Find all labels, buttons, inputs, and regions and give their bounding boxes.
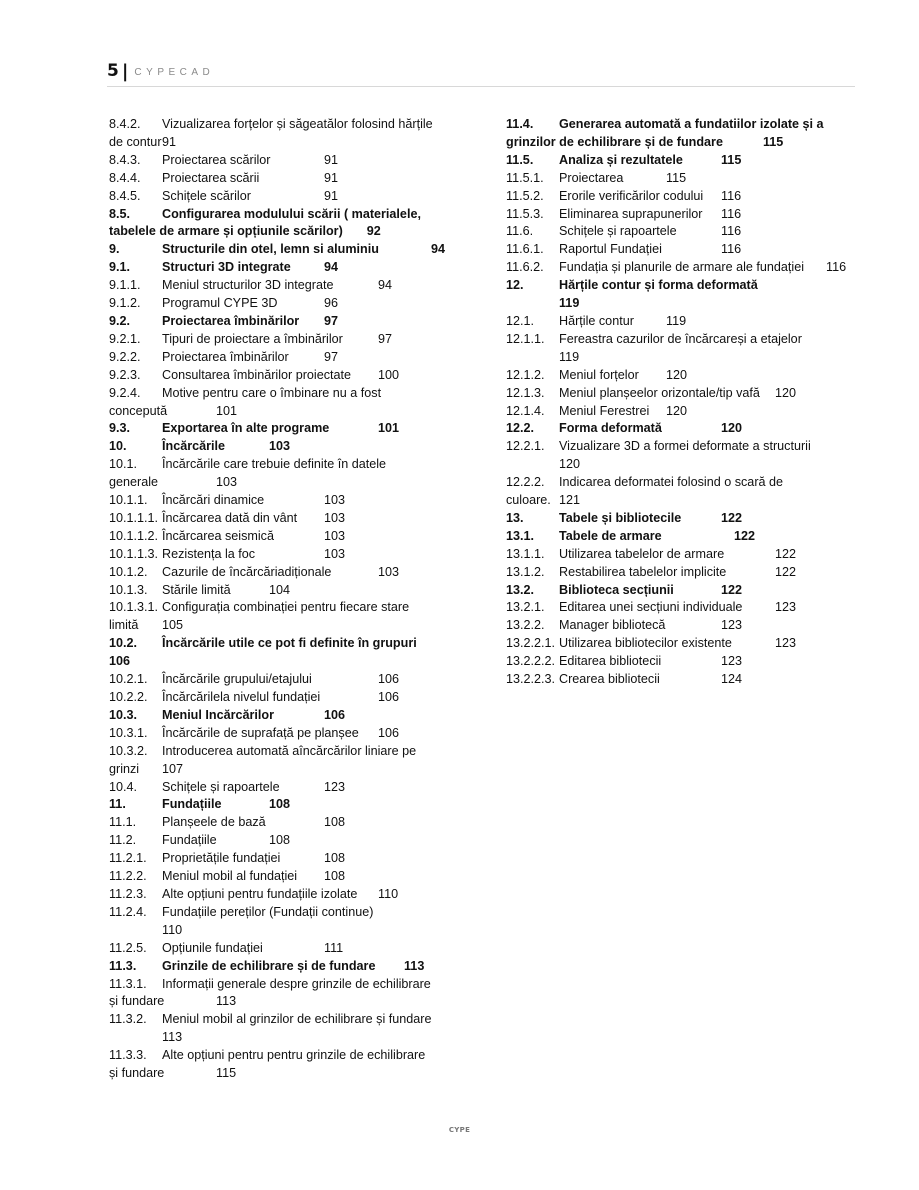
toc-entry-page: 110 — [378, 886, 399, 901]
toc-entry-page: 108 — [324, 815, 346, 830]
toc-entry-title: Rezistența la foc — [162, 546, 256, 561]
toc-entry-number: 12.2.1. — [506, 439, 545, 454]
toc-entry-page: 116 — [826, 260, 847, 275]
page-footer: CYPE — [448, 1126, 471, 1134]
toc-entry-number: 9. — [109, 242, 120, 257]
toc-entry-number: 11.3. — [109, 958, 137, 973]
toc-entry[interactable] — [109, 188, 469, 206]
toc-entry-page: 121 — [559, 493, 581, 508]
toc-entry[interactable] — [109, 456, 469, 492]
toc-entry-title: Consultarea îmbinărilor proiectate — [162, 367, 351, 382]
toc-entry-number: 11.5. — [506, 152, 534, 167]
toc-entry-number: 13.1. — [506, 528, 535, 543]
toc-entry[interactable] — [109, 976, 469, 1012]
toc-entry-title: Încărcările — [162, 439, 226, 454]
toc-entry-page: 107 — [162, 761, 184, 776]
toc-entry[interactable] — [109, 546, 469, 564]
toc-entry-page: 124 — [721, 672, 743, 687]
toc-entry-title: Încărcarea dată din vânt — [162, 510, 298, 525]
toc-entry-number: 9.2.3. — [109, 367, 141, 382]
toc-entry-title: Structuri 3D integrate — [162, 260, 291, 275]
toc-entry-page: 91 — [324, 188, 339, 203]
toc-entry[interactable] — [506, 671, 861, 689]
toc-entry-title: Crearea bibliotecii — [559, 672, 660, 687]
toc-entry[interactable] — [506, 206, 861, 224]
toc-entry-number: 11.6. — [506, 224, 534, 239]
toc-entry-page: 120 — [775, 385, 797, 400]
page-header — [107, 60, 214, 82]
toc-entry-number: 12.1.3. — [506, 385, 545, 400]
toc-entry-continuation: culoare. — [506, 493, 551, 508]
toc-entry-title: Biblioteca secțiunii — [559, 582, 674, 597]
toc-entry[interactable] — [109, 671, 469, 689]
toc-entry-title: Eliminarea suprapunerilor — [559, 206, 703, 221]
toc-entry-title: Introducerea automată aîncărcărilor liniare pe — [162, 743, 417, 758]
toc-entry-number: 13.2.2. — [506, 618, 545, 633]
toc-entry-number: 10.1.1. — [109, 493, 148, 508]
toc-entry-title: Configurarea modulului scării ( materialele, — [162, 206, 421, 221]
toc-entry-page: 97 — [324, 349, 339, 364]
toc-entry-number: 11.4. — [506, 117, 534, 131]
toc-entry-number: 12.1.2. — [506, 367, 545, 382]
toc-entry[interactable] — [109, 206, 469, 242]
toc-entry[interactable] — [109, 438, 469, 456]
toc-entry-number: 11.2.2. — [109, 869, 147, 884]
toc-entry[interactable] — [109, 367, 469, 385]
toc-entry-title: Proiectarea scării — [162, 170, 260, 185]
toc-entry-title: Hărțile contur și forma deformată — [559, 278, 758, 293]
toc-entry[interactable] — [109, 868, 469, 886]
toc-entry-title: Meniul forțelor — [559, 367, 639, 382]
toc-entry-number: 13.2.2.1. — [506, 636, 556, 651]
toc-entry[interactable] — [506, 331, 861, 367]
toc-entry-number: 8.5. — [109, 206, 131, 221]
toc-entry[interactable] — [109, 116, 469, 152]
toc-entry-number: 10.1.3.1. — [109, 600, 159, 615]
toc-entry-title: Meniul Ferestrei — [559, 403, 650, 418]
toc-entry-title: Încărcarea seismică — [162, 528, 274, 543]
toc-entry[interactable] — [506, 653, 861, 671]
toc-entry-page: 122 — [721, 582, 743, 597]
toc-entry-title: Fundațiile pereților (Fundații continue) — [162, 904, 374, 919]
toc-entry-continuation: și fundare — [109, 1066, 165, 1081]
toc-entry-number: 11.1. — [109, 815, 137, 830]
toc-entry-number: 11.5.3. — [506, 206, 544, 221]
toc-entry[interactable] — [506, 420, 861, 438]
toc-entry-title: Hărțile contur — [559, 313, 634, 328]
toc-entry-number: 10.2.2. — [109, 690, 148, 704]
toc-entry[interactable] — [506, 474, 861, 510]
toc-entry-number: 10.2. — [109, 636, 138, 651]
toc-entry-number: 9.1. — [109, 260, 131, 275]
toc-entry-title: Stările limită — [162, 582, 231, 597]
toc-entry-number: 12. — [506, 278, 524, 293]
toc-entry-number: 8.4.5. — [109, 188, 141, 203]
toc-entry-page: 103 — [378, 564, 400, 579]
toc-entry-title: Proiectarea — [559, 170, 624, 185]
header-rule — [107, 86, 855, 87]
toc-entry-page: 115 — [721, 152, 742, 167]
toc-entry-page: 123 — [775, 600, 797, 615]
toc-entry-page: 91 — [324, 170, 339, 185]
toc-entry-page: 106 — [378, 690, 400, 704]
toc-entry-title: Meniul mobil al grinzilor de echilibrare și fundare — [162, 1012, 432, 1027]
toc-entry-title: Structurile din otel, lemn si aluminiu — [162, 242, 379, 257]
toc-entry-title: Meniul structurilor 3D integrate — [162, 278, 334, 293]
toc-entry-page: 106 — [378, 672, 400, 687]
toc-entry-title: Exportarea în alte programe — [162, 421, 330, 436]
toc-entry-page: 111 — [324, 940, 344, 955]
toc-entry-page: 94 — [324, 260, 339, 275]
toc-entry-number: 10.1.1.2. — [109, 528, 159, 543]
toc-entry-title: Meniul planșeelor orizontale/tip vafă — [559, 385, 760, 400]
toc-entry[interactable] — [109, 1047, 469, 1083]
toc-entry-title: Fundația și planurile de armare ale fundației — [559, 260, 805, 275]
toc-entry-number: 12.1. — [506, 313, 535, 328]
toc-entry-continuation: de contur — [109, 134, 162, 149]
toc-entry-number: 11.6.2. — [506, 260, 544, 275]
toc-entry-title: Încărcările grupului/etajului — [162, 672, 312, 687]
toc-entry-continuation: 110 — [162, 922, 183, 937]
toc-entry-title: Planșeele de bază — [162, 815, 266, 830]
toc-entry-page: 120 — [666, 367, 688, 382]
toc-entry-title: Manager bibliotecă — [559, 618, 666, 633]
toc-entry-number: 11.3.2. — [109, 1012, 147, 1027]
toc-entry[interactable] — [506, 438, 861, 474]
toc-entry[interactable] — [506, 635, 861, 653]
toc-entry-page: 116 — [721, 188, 742, 203]
toc-entry-number: 11.2.1. — [109, 851, 147, 866]
toc-entry-continuation: 113 — [162, 1030, 183, 1045]
toc-entry[interactable] — [109, 277, 469, 295]
toc-entry-title: Utilizarea bibliotecilor existente — [559, 636, 732, 651]
toc-entry[interactable] — [109, 528, 469, 546]
toc-entry-title: Meniul Incărcărilor — [162, 707, 274, 722]
toc-entry-continuation: 120 — [559, 457, 581, 472]
toc-entry[interactable] — [506, 582, 861, 600]
toc-entry-page: 103 — [324, 510, 346, 525]
toc-entry-title: Fereastra cazurilor de încărcareși a etajelor — [559, 331, 802, 346]
toc-entry-continuation: 119 — [559, 296, 580, 311]
toc-entry-number: 11.6.1. — [506, 242, 544, 257]
toc-entry-title: Programul CYPE 3D — [162, 296, 278, 311]
brand-name: CYPECAD — [134, 67, 215, 78]
toc-entry-number: 10.1.3. — [109, 582, 148, 597]
toc-entry-page: 108 — [269, 797, 291, 812]
toc-entry-page: 108 — [324, 851, 346, 866]
toc-entry-continuation: concepută — [109, 403, 168, 418]
toc-entry-page: 113 — [404, 958, 425, 973]
toc-entry-continuation: grinzi — [109, 761, 140, 776]
toc-entry[interactable] — [109, 689, 469, 707]
toc-entry[interactable] — [109, 850, 469, 868]
toc-entry-page: 108 — [324, 869, 346, 884]
toc-entry-title: Forma deformată — [559, 421, 662, 436]
toc-entry[interactable] — [109, 886, 469, 904]
toc-entry-number: 10.3.1. — [109, 725, 148, 740]
toc-entry-page: 122 — [734, 528, 756, 543]
toc-entry[interactable] — [109, 259, 469, 277]
toc-entry-number: 10.3. — [109, 707, 138, 722]
toc-entry-title: Editarea unei secțiuni individuale — [559, 600, 743, 615]
toc-entry-number: 13.2.1. — [506, 600, 545, 615]
toc-entry-page: 123 — [721, 654, 743, 669]
toc-entry-page: 91 — [162, 134, 177, 149]
toc-entry-title: Fundațiile — [162, 833, 217, 848]
toc-entry[interactable] — [109, 796, 469, 814]
toc-entry-title: Proprietățile fundației — [162, 851, 281, 866]
toc-entry-continuation: 119 — [559, 349, 580, 364]
toc-entry-title: Încărcărilela nivelul fundației — [162, 690, 321, 704]
toc-entry-title: Editarea bibliotecii — [559, 654, 662, 669]
toc-entry[interactable] — [109, 958, 469, 976]
toc-entry[interactable] — [109, 241, 469, 259]
toc-entry-title: Informații generale despre grinzile de echilibrare — [162, 976, 431, 991]
toc-entry[interactable] — [109, 152, 469, 170]
toc-entry-number: 13. — [506, 510, 524, 525]
toc-entry-title: Schițele și rapoartele — [162, 779, 280, 794]
toc-entry-title: Schițele și rapoartele — [559, 224, 677, 239]
toc-entry-title: Restabilirea tabelelor implicite — [559, 564, 727, 579]
toc-entry-page: 103 — [216, 475, 238, 490]
toc-entry-number: 9.1.1. — [109, 278, 141, 293]
toc-entry-number: 13.1.1. — [506, 546, 545, 561]
toc-entry-page: 116 — [721, 206, 742, 221]
toc-entry-page: 91 — [324, 152, 339, 167]
toc-entry-number: 13.2.2.2. — [506, 654, 556, 669]
toc-entry-page: 100 — [378, 367, 400, 382]
toc-entry-page: 123 — [324, 779, 346, 794]
toc-entry-title: Schițele scărilor — [162, 188, 251, 203]
toc-entry[interactable] — [109, 1011, 469, 1047]
toc-entry-page: 115 — [762, 134, 784, 149]
toc-entry-page: 94 — [378, 278, 393, 293]
toc-entry-page: 103 — [324, 493, 346, 508]
toc-entry-title: Tabele de armare — [559, 528, 662, 543]
toc-entry[interactable] — [506, 223, 861, 241]
toc-entry-number: 10.1.2. — [109, 564, 148, 579]
page-number: 5 — [107, 61, 119, 81]
toc-entry[interactable] — [506, 546, 861, 564]
toc-entry[interactable] — [109, 349, 469, 367]
toc-entry[interactable] — [506, 564, 861, 582]
toc-entry-page: 116 — [721, 242, 742, 257]
toc-entry-continuation: grinzilor de echilibrare și de fundare — [506, 134, 723, 149]
toc-entry-title: Motive pentru care o îmbinare nu a fost — [162, 385, 382, 400]
toc-entry-page: 122 — [775, 546, 797, 561]
toc-entry-number: 12.2. — [506, 421, 535, 436]
toc-entry-title: Meniul mobil al fundației — [162, 869, 298, 884]
toc-entry[interactable] — [109, 832, 469, 850]
toc-entry[interactable] — [109, 510, 469, 528]
toc-entry-page: 97 — [324, 313, 339, 328]
toc-entry-title: Grinzile de echilibrare și de fundare — [162, 958, 376, 973]
toc-entry-page: 105 — [162, 618, 184, 633]
toc-entry[interactable] — [506, 241, 861, 259]
toc-entry-number: 11.2.3. — [109, 886, 147, 901]
toc-entry[interactable] — [506, 599, 861, 617]
toc-entry[interactable] — [109, 904, 469, 940]
toc-entry-number: 11.5.2. — [506, 188, 544, 203]
toc-entry[interactable] — [109, 492, 469, 510]
toc-entry-number: 13.2.2.3. — [506, 672, 556, 687]
toc-entry[interactable] — [109, 295, 469, 313]
toc-entry-number: 9.2.1. — [109, 331, 141, 346]
toc-entry-number: 13.2. — [506, 582, 535, 597]
toc-entry-page: 122 — [721, 510, 743, 525]
toc-entry-continuation: generale — [109, 475, 159, 490]
toc-entry-title: Vizualizare 3D a formei deformate a structurii — [559, 439, 811, 454]
toc-entry-page: 103 — [324, 528, 346, 543]
toc-entry-title: Încărcările utile ce pot fi definite în grupuri — [162, 636, 417, 651]
toc-entry-number: 12.1.4. — [506, 403, 545, 418]
toc-entry-page: 97 — [378, 331, 393, 346]
toc-entry-title: Încărcările de suprafață pe planșee — [162, 725, 359, 740]
toc-entry-page: 120 — [721, 421, 743, 436]
toc-entry-page: 123 — [775, 636, 797, 651]
toc-entry-title: Tabele și bibliotecile — [559, 510, 682, 525]
toc-entry-page: 122 — [775, 564, 797, 579]
toc-entry-title: Proiectarea îmbinărilor — [162, 349, 289, 364]
toc-column-left — [109, 116, 469, 1083]
toc-entry[interactable] — [109, 170, 469, 188]
toc-entry-continuation: limită — [109, 618, 139, 633]
toc-entry[interactable] — [109, 599, 469, 635]
toc-entry-page: 120 — [666, 403, 688, 418]
toc-entry[interactable] — [506, 152, 861, 170]
toc-entry[interactable] — [109, 743, 469, 779]
toc-entry-page: 115 — [666, 170, 687, 185]
toc-entry-page: 106 — [378, 725, 400, 740]
toc-entry-number: 9.2. — [109, 313, 131, 328]
toc-entry[interactable] — [109, 779, 469, 797]
toc-entry-page: 123 — [721, 618, 743, 633]
toc-entry[interactable] — [109, 420, 469, 438]
toc-entry[interactable] — [506, 528, 861, 546]
toc-entry-page: 92 — [366, 224, 381, 239]
toc-entry-page: 108 — [269, 833, 291, 848]
toc-entry-title: Generarea automată a fundatiilor izolate și a — [559, 117, 824, 131]
toc-entry-number: 11.3.3. — [109, 1048, 147, 1063]
toc-entry-continuation: 106 — [109, 654, 131, 669]
toc-entry-title: Analiza și rezultatele — [559, 152, 683, 167]
toc-entry-number: 9.1.2. — [109, 296, 141, 311]
toc-entry[interactable] — [506, 170, 861, 188]
toc-entry-title: Erorile verificărilor codului — [559, 188, 704, 203]
toc-entry-page: 104 — [269, 582, 291, 597]
toc-entry-number: 12.2.2. — [506, 475, 545, 490]
toc-entry-number: 11.2.4. — [109, 904, 147, 919]
header-separator: | — [121, 60, 129, 82]
toc-entry[interactable] — [109, 313, 469, 331]
toc-entry[interactable] — [109, 564, 469, 582]
toc-entry[interactable] — [109, 940, 469, 958]
toc-entry-number: 9.3. — [109, 421, 131, 436]
toc-entry[interactable] — [506, 259, 861, 277]
toc-entry-title: Vizualizarea forțelor și săgeatălor folosind hărțile — [162, 117, 433, 131]
toc-entry[interactable] — [109, 635, 469, 671]
toc-entry-title: Încărcări dinamice — [162, 493, 265, 508]
toc-entry-title: Configurația combinației pentru fiecare stare — [162, 600, 410, 615]
toc-entry[interactable] — [109, 814, 469, 832]
toc-entry-page: 116 — [721, 224, 742, 239]
toc-entry[interactable] — [506, 385, 861, 403]
toc-entry[interactable] — [506, 188, 861, 206]
toc-entry-page: 101 — [216, 403, 238, 418]
toc-entry[interactable] — [109, 707, 469, 725]
toc-entry-title: Tipuri de proiectare a îmbinărilor — [162, 331, 343, 346]
toc-entry-continuation: și fundare — [109, 994, 165, 1009]
toc-entry-title: Fundațiile — [162, 797, 222, 812]
toc-entry-page: 115 — [216, 1066, 237, 1081]
toc-entry[interactable] — [506, 617, 861, 635]
toc-entry-page: 101 — [378, 421, 400, 436]
toc-entry-page: 96 — [324, 296, 339, 311]
toc-entry-title: Opțiunile fundației — [162, 940, 263, 955]
toc-entry[interactable] — [506, 116, 861, 152]
toc-entry-number: 10.1. — [109, 457, 138, 472]
toc-entry[interactable] — [109, 725, 469, 743]
toc-entry-number: 8.4.2. — [109, 117, 141, 131]
toc-entry-title: Proiectarea îmbinărilor — [162, 313, 300, 328]
toc-entry-title: Raportul Fundației — [559, 242, 662, 257]
toc-entry[interactable] — [506, 403, 861, 421]
toc-entry[interactable] — [109, 385, 469, 421]
toc-entry-number: 10.1.1.1. — [109, 510, 159, 525]
toc-entry-title: Utilizarea tabelelor de armare — [559, 546, 725, 561]
toc-entry[interactable] — [109, 331, 469, 349]
toc-entry-number: 11.2.5. — [109, 940, 147, 955]
toc-column-right — [506, 116, 861, 689]
toc-entry-page: 94 — [431, 242, 446, 257]
toc-entry[interactable] — [109, 582, 469, 600]
toc-entry-number: 9.2.2. — [109, 349, 141, 364]
toc-entry-title: Indicarea deformatei folosind o scară de — [559, 475, 784, 490]
toc-entry[interactable] — [506, 510, 861, 528]
toc-entry-number: 11.2. — [109, 833, 137, 848]
toc-entry-number: 13.1.2. — [506, 564, 545, 579]
toc-entry-title: Alte opțiuni pentru pentru grinzile de echilibrare — [162, 1048, 426, 1063]
toc-entry-number: 11.5.1. — [506, 170, 544, 185]
toc-entry-page: 103 — [324, 546, 346, 561]
toc-entry-title: Alte opțiuni pentru fundațiile izolate — [162, 886, 358, 901]
toc-entry-page: 103 — [269, 439, 291, 454]
toc-entry-number: 8.4.4. — [109, 170, 141, 185]
toc-entry-number: 9.2.4. — [109, 385, 141, 400]
toc-entry-title: Încărcările care trebuie definite în datele — [162, 457, 387, 472]
toc-entry[interactable] — [506, 313, 861, 331]
toc-entry-page: 113 — [216, 994, 237, 1009]
toc-entry-number: 10. — [109, 439, 127, 454]
toc-entry-page: 119 — [666, 313, 687, 328]
toc-entry-number: 8.4.3. — [109, 152, 141, 167]
toc-entry-number: 10.2.1. — [109, 672, 148, 687]
toc-entry-number: 11.3.1. — [109, 976, 147, 991]
toc-entry-title: Proiectarea scărilor — [162, 152, 271, 167]
toc-entry-page: 106 — [324, 707, 346, 722]
toc-entry-number: 10.1.1.3. — [109, 546, 159, 561]
toc-entry-number: 10.4. — [109, 779, 138, 794]
toc-entry-number: 12.1.1. — [506, 331, 545, 346]
toc-entry-number: 10.3.2. — [109, 743, 148, 758]
toc-entry[interactable] — [506, 277, 861, 313]
toc-entry-continuation: tabelele de armare și opțiunile scărilor) — [109, 224, 343, 239]
toc-entry-title: Cazurile de încărcăriadiționale — [162, 564, 332, 579]
toc-entry[interactable] — [506, 367, 861, 385]
toc-entry-number: 11. — [109, 797, 126, 812]
